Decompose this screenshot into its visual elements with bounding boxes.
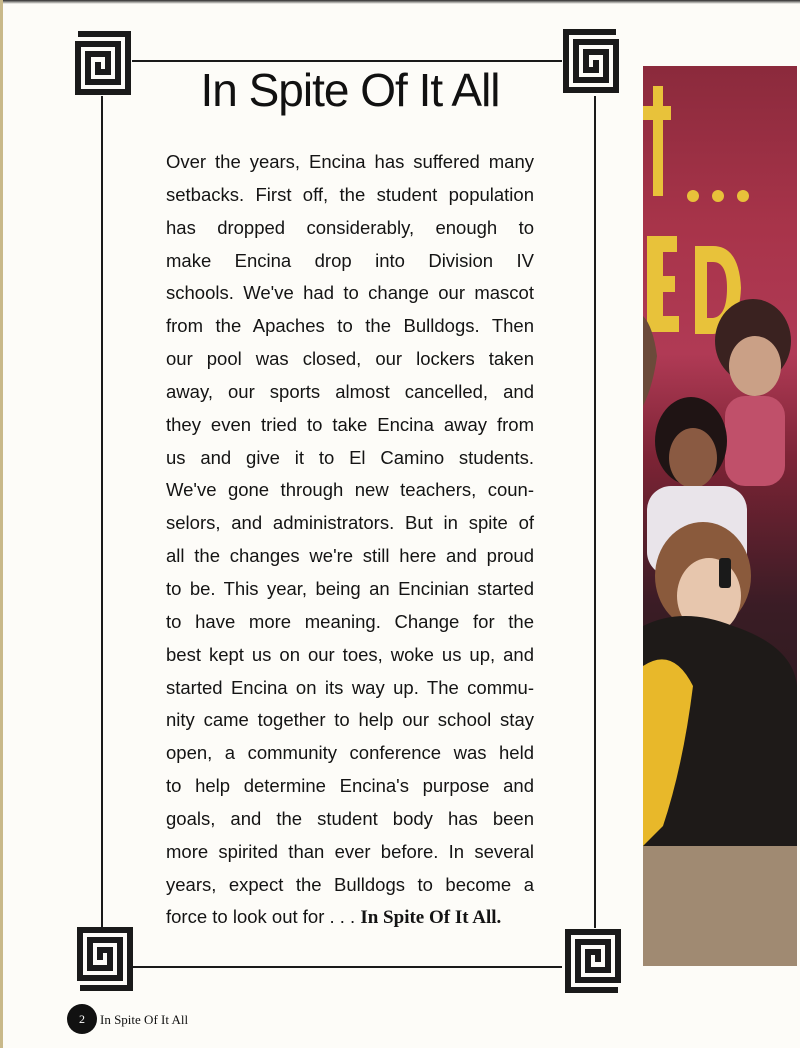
photo-illustration (643, 66, 797, 966)
article-body (166, 146, 534, 934)
student-rally-photo (643, 66, 797, 966)
body-line: nity came together to help our school stay (166, 709, 534, 731)
closing-line (166, 901, 534, 934)
page-title: In Spite Of It All (200, 64, 500, 116)
body-line: setbacks. First off, the student population (166, 183, 534, 205)
body-line: has dropped considerably, enough to (166, 216, 534, 238)
body-line: years, expect the Bulldogs to become a (166, 873, 534, 895)
body-line: best kept us on our toes, woke us up, and (166, 643, 534, 665)
body-line: all the changes we're still here and proud (166, 545, 534, 567)
body-line: to have more meaning. Change for the (166, 610, 534, 632)
body-line: goals, and the student body has been (166, 807, 534, 829)
body-line: selors, and administrators. But in spite of (166, 512, 534, 534)
body-line: more spirited than ever before. In several (166, 840, 534, 862)
body-line: they even tried to take Encina away from (166, 413, 534, 435)
page-number-badge: 2 (67, 1004, 97, 1034)
spiral-square-icon (560, 26, 622, 96)
spiral-square-icon (562, 926, 624, 996)
body-line: us and give it to El Camino students. (166, 446, 534, 468)
frame-left-line (101, 96, 103, 928)
spiral-square-icon (72, 28, 134, 98)
running-head: In Spite Of It All (100, 1012, 189, 1027)
body-line: away, our sports almost cancelled, and (166, 380, 534, 402)
body-line: Over the years, Encina has suffered many (166, 151, 534, 172)
frame-bottom-line (132, 966, 562, 968)
frame-right-line (594, 96, 596, 928)
body-line: make Encina drop into Division IV (166, 249, 534, 271)
closing-emphasis: In Spite Of It All. (360, 907, 502, 929)
body-line: schools. We've had to change our mascot (166, 282, 534, 304)
scan-top-shadow (0, 0, 800, 4)
body-line: our pool was closed, our lockers taken (166, 348, 534, 370)
spiral-square-icon (74, 924, 136, 994)
body-line: from the Apaches to the Bulldogs. Then (166, 315, 534, 337)
body-line: to be. This year, being an Encinian started (166, 577, 534, 599)
body-line: open, a community conference was held (166, 742, 534, 764)
body-line: started Encina on its way up. The commu- (166, 676, 534, 698)
scan-left-edge (0, 0, 3, 1048)
body-line: We've gone through new teachers, coun- (166, 479, 534, 501)
body-line: to help determine Encina's purpose and (166, 775, 534, 797)
closing-lead: force to look out for . . . (166, 906, 356, 928)
